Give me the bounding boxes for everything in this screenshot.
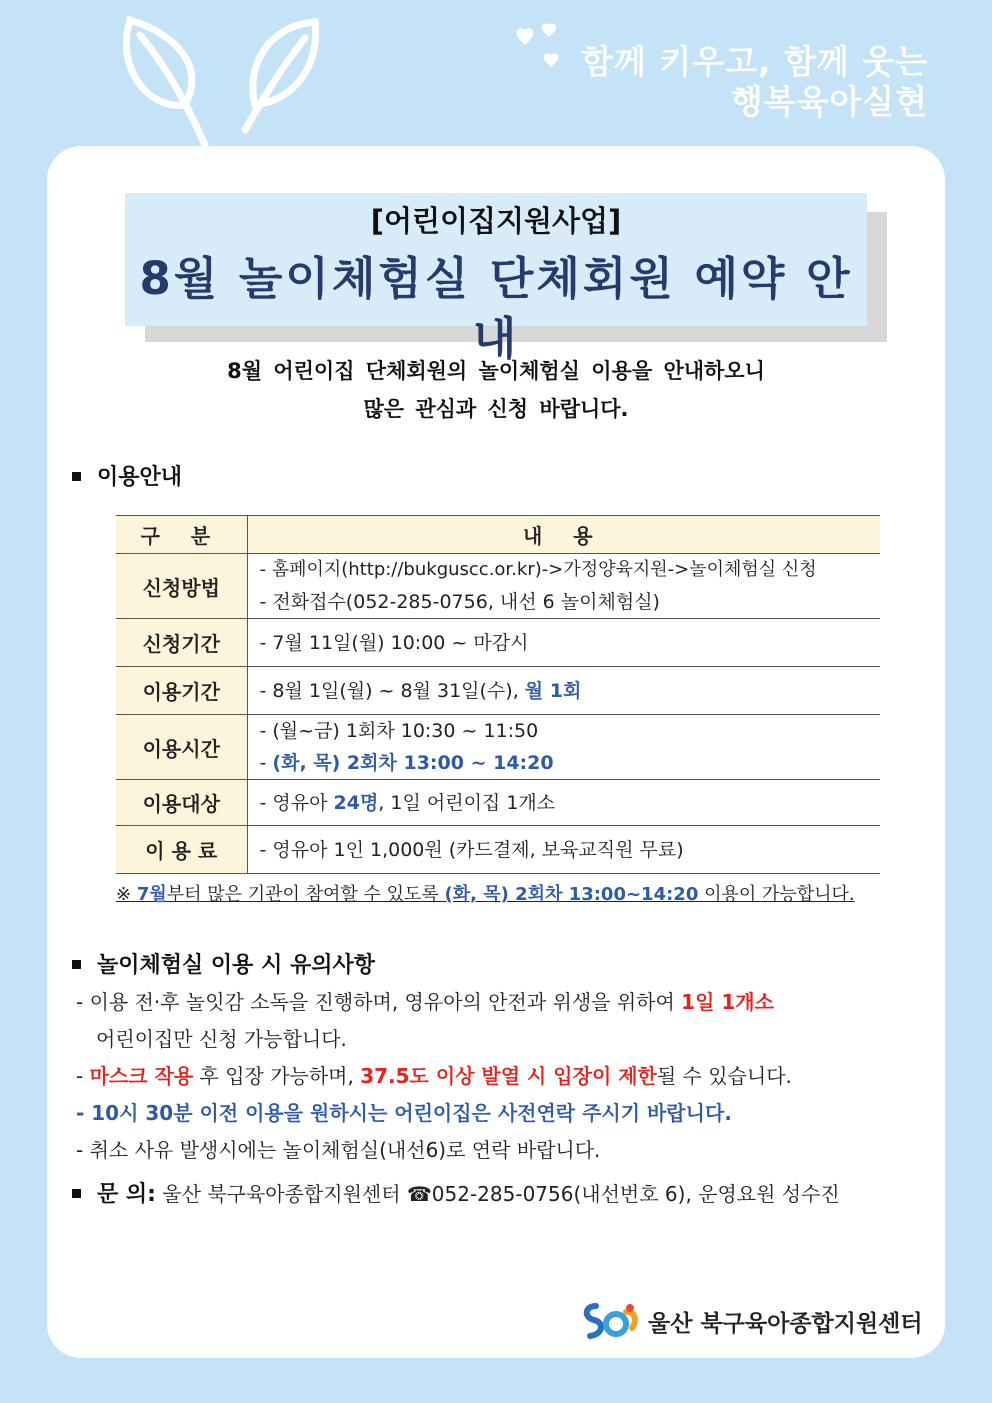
caution-text: 후 입장 가능하며,: [193, 1064, 361, 1088]
table-row: [116, 780, 880, 826]
highlight-text: 1일 1개소: [681, 990, 774, 1014]
row-text: - 8월 1일(월) ~ 8월 31일(수),: [259, 679, 525, 702]
usage-table: [116, 515, 880, 874]
intro-line1: 8월 어린이집 단체회원의 놀이체험실 이용을 안내하오니: [227, 359, 765, 383]
row-line: [260, 787, 881, 819]
table-row: [116, 715, 880, 780]
leaves-icon: [110, 10, 340, 150]
row-value: [247, 619, 880, 667]
row-line: [260, 747, 881, 779]
row-text: -: [259, 752, 273, 774]
row-line: - (월~금) 1회차 10:30 ~ 11:50: [259, 720, 539, 742]
contact-label: 문 의:: [97, 1182, 156, 1207]
square-bullet-icon: [72, 960, 81, 969]
table-row: [116, 826, 880, 874]
table-header-row: [116, 516, 880, 554]
row-text: , 1일 어린이집 1개소: [378, 791, 556, 814]
col-header-content: 내 용: [247, 516, 880, 554]
row-value: [247, 780, 880, 826]
row-line: [260, 675, 881, 707]
row-text: - 영유아: [259, 791, 334, 814]
square-bullet-icon: [72, 472, 81, 481]
table-row: [116, 619, 880, 667]
highlight-text: 24명: [333, 791, 379, 814]
org-logo-icon: [582, 1300, 640, 1342]
highlight-text: 7월: [136, 884, 167, 905]
row-key: 신청기간: [116, 619, 247, 667]
caution-heading-text: 놀이체험실 이용 시 유의사항: [97, 953, 376, 978]
row-line: - 영유아 1인 1,000원 (카드결제, 보육교직원 무료): [259, 838, 684, 861]
caution-heading: [72, 948, 375, 979]
note-text: 부터 많은 기관이 참여할 수 있도록: [166, 884, 445, 905]
highlight-text: (화, 목) 2회차 13:00~14:20: [444, 884, 699, 905]
caution-item: - 10시 30분 이전 이용을 원하시는 어린이집은 사전연락 주시기 바랍니다.: [76, 1101, 732, 1125]
intro-text: [47, 352, 945, 428]
row-line: - 7월 11일(월) 10:00 ~ 마감시: [259, 631, 529, 654]
caution-item: - 취소 사유 발생시에는 놀이체험실(내선6)로 연락 바랍니다.: [76, 1138, 601, 1162]
caution-text: - 이용 전·후 놀잇감 소독을 진행하며, 영유아의 안전과 위생을 위하여: [76, 990, 682, 1014]
row-value: [247, 826, 880, 874]
square-bullet-icon: [72, 1189, 81, 1198]
highlight-text: 월 1회: [524, 679, 582, 702]
intro-line2: 많은 관심과 신청 바랍니다.: [363, 397, 629, 421]
row-value: [247, 715, 880, 780]
row-key: 신청방법: [116, 554, 247, 619]
hearts-icon: [508, 20, 568, 70]
highlight-text: 마스크 작용: [89, 1064, 194, 1088]
row-key: 이용대상: [116, 780, 247, 826]
caution-item: 어린이집만 신청 가능합니다.: [96, 1027, 347, 1051]
footer-logo: [582, 1300, 923, 1342]
slogan-line2: 행복육아실현: [730, 82, 928, 121]
table-note: [116, 880, 855, 906]
title-box: [125, 193, 867, 365]
footer-org-name: 울산 북구육아종합지원센터: [648, 1310, 923, 1337]
usage-heading: [72, 460, 182, 491]
highlight-text: (화, 목) 2회차 13:00 ~ 14:20: [272, 752, 554, 774]
caution-list: [76, 984, 792, 1169]
col-header-category: 구 분: [116, 516, 247, 554]
row-value: [247, 667, 880, 715]
table-row: [116, 554, 880, 619]
usage-heading-text: 이용안내: [97, 465, 183, 490]
note-text: ※: [116, 884, 137, 905]
slogan: [581, 42, 928, 122]
caution-item: [76, 984, 792, 1021]
slogan-line1: 함께 키우고, 함께 웃는: [581, 42, 928, 81]
title-sub: [어린이집지원사업]: [370, 204, 622, 238]
row-key: 이 용 료: [116, 826, 247, 874]
caution-text: -: [76, 1064, 90, 1088]
contact-text: 울산 북구육아종합지원센터 ☎052-285-0756(내선번호 6), 운영요원 성수진: [155, 1182, 840, 1206]
row-line: - 홈페이지(http://bukguscc.or.kr)->가정양육지원->놀이체험실 신청: [259, 559, 817, 580]
note-text: 이용이 가능합니다.: [698, 884, 855, 905]
page-title: 8월 놀이체험실 단체회원 예약 안내: [139, 252, 853, 365]
row-value: [247, 554, 880, 619]
highlight-text: 37.5도 이상 발열 시 입장이 제한: [360, 1064, 657, 1088]
caution-item: [76, 1058, 792, 1095]
row-key: 이용시간: [116, 715, 247, 780]
row-key: 이용기간: [116, 667, 247, 715]
caution-text: 될 수 있습니다.: [656, 1064, 792, 1088]
contact-info: [72, 1177, 840, 1208]
table-row: [116, 667, 880, 715]
row-line: - 전화접수(052-285-0756, 내선 6 놀이체험실): [259, 591, 660, 613]
